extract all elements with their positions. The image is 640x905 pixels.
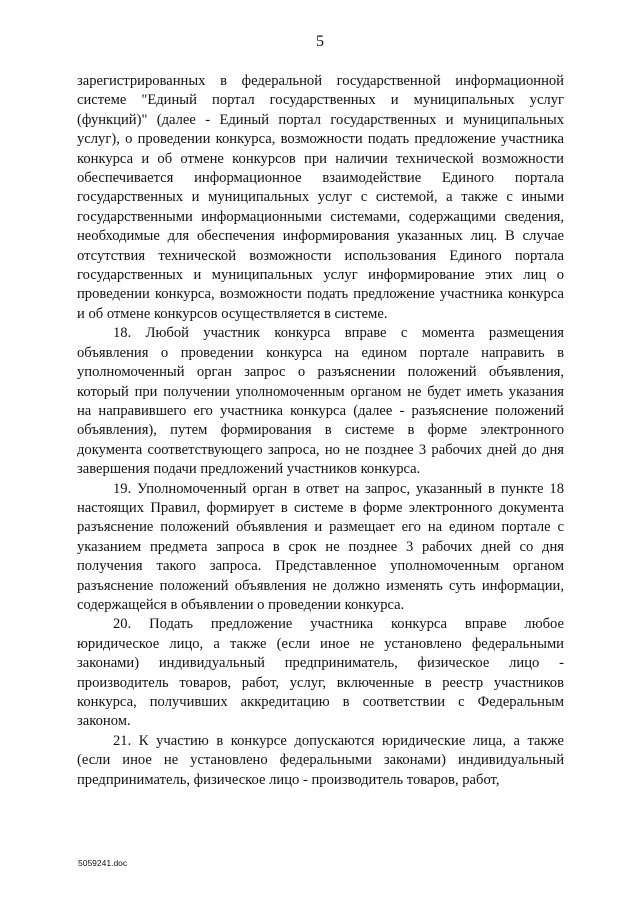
page-number: 5 bbox=[316, 33, 324, 50]
paragraph-19: 19. Уполномоченный орган в ответ на запрос, указанный в пункте 18 настоящих Правил, формирует в системе в форме электронного документа разъяснение положений объявления и размещает его на едином портале с указанием предмета запроса в срок не позднее 3 рабочих дней со дня получения такого запроса. Представленное уполномоченным органом разъяснение положений объявления не должно изменять суть информации, содержащейся в объявлении о проведении конкурса. bbox=[77, 480, 564, 613]
document-footer-code: 5059241.doc bbox=[78, 858, 128, 868]
paragraph-20: 20. Подать предложение участника конкурса вправе любое юридическое лицо, а также (если иное не установлено федеральными законами) индивидуальный предприниматель, физическое лицо - производитель товаров, работ, услуг, включенные в реестр участников конкурса, получивших аккредитацию в соответствии с Федеральным законом. bbox=[77, 616, 564, 730]
paragraph-21: 21. К участию в конкурсе допускаются юридические лица, а также (если иное не установлено федеральными законами) индивидуальный предприниматель, физическое лицо - производитель товаров, работ, bbox=[77, 732, 564, 788]
document-body bbox=[77, 72, 564, 790]
paragraph-continuation: зарегистрированных в федеральной государственной информационной системе "Единый портал государственных и муниципальных услуг (функций)" (далее - Единый портал государственных и муниципальных услуг), о проведении конкурса, возможности подать предложение участника конкурса и об отмене конкурсов при наличии технической возможности обеспечивается информационное взаимодействие Единого портала государственных и муниципальных услуг с системой, а также с иными государственными информационными системами, содержащими сведения, необходимые для обеспечения информирования указанных лиц. В случае отсутствия технической возможности использования Единого портала государственных и муниципальных услуг информирование этих лиц о проведении конкурса, возможности подать предложение участника конкурса и об отмене конкурсов осуществляется в системе. bbox=[77, 73, 564, 322]
paragraph-18: 18. Любой участник конкурса вправе с момента размещения объявления о проведении конкурса на едином портале направить в уполномоченный орган запрос о разъяснении положений объявления, который при получении уполномоченным органом не будет иметь указания на направившего его участника конкурса (далее - разъяснение положений объявления), путем формирования в системе в форме электронного документа соответствующего запроса, но не позднее 3 рабочих дней до дня завершения подачи предложений участников конкурса. bbox=[77, 325, 564, 478]
